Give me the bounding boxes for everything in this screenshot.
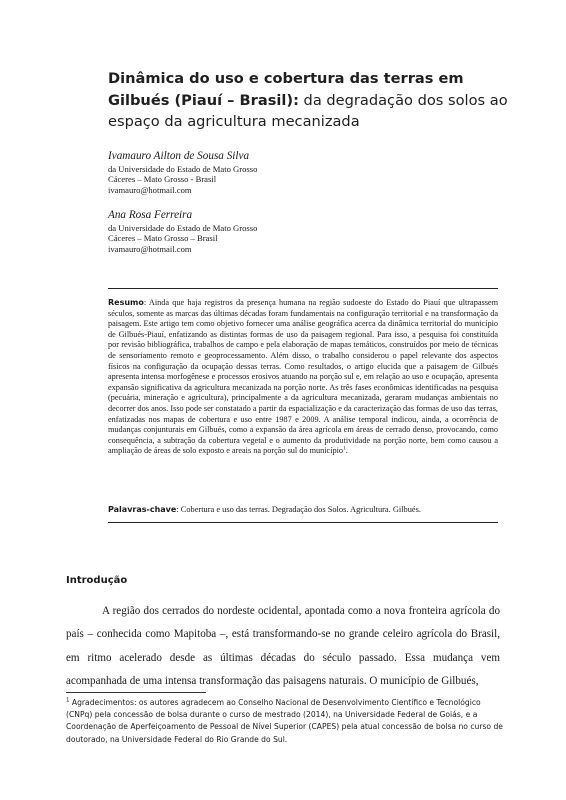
article-title [108, 68, 518, 133]
footnote-marker: 1 [343, 445, 346, 452]
author-affiliation: da Universidade do Estado de Mato Grosso [108, 222, 258, 233]
author-affiliation: da Universidade do Estado de Mato Grosso [108, 163, 258, 174]
abstract-end: . [345, 446, 348, 456]
footnote [66, 697, 508, 746]
abstract-label: Resumo [108, 298, 144, 307]
article-title-subtitle: da degradação dos solos ao espaço da agricultura mecanizada [108, 91, 508, 130]
author-name: Ivamauro Ailton de Sousa Silva [108, 150, 250, 162]
author-name: Ana Rosa Ferreira [108, 209, 193, 221]
article-title-bold: Dinâmica do uso e cobertura das terras em Gilbués (Piauí – Brasil): [108, 70, 464, 109]
keywords-label: Palavras-chave [108, 505, 177, 514]
body-paragraph: A região dos cerrados do nordeste ocidental, apontada como a nova fronteira agrícola do país – conhecida como Mapitoba –, está transformando-se no grande celeiro agrícola do Brasil, em ritmo acelerado desde as últimas décadas do século passado. Essa mudança vem acompanhada de uma intensa transformação das paisagens naturais. O município de Gilbués, [66, 605, 500, 688]
author-block-2 [108, 209, 508, 254]
author-email: ivamauro@hotmail.com [108, 184, 192, 195]
footnote-divider [66, 692, 206, 693]
footnote-text: Agradecimentos: os autores agradecem ao Conselho Nacional de Desenvolvimento Científico e Tecnológico (CNPq) pela concessão de bolsa durante o curso de mestrado (2014), na Universidade Federal de Goiás, e a Coordenação de Aperfeiçoamento de Pessoal de Nível Superior (CAPES) pela atual concessão de bolsa no curso de doutorado, na Universidade Federal do Rio Grande do Sul. [66, 698, 503, 744]
author-location: Cáceres – Mato Grosso – Brasil [108, 233, 218, 244]
keywords-text: : Cobertura e uso das terras. Degradação dos Solos. Agricultura. Gilbués. [176, 505, 421, 514]
section-heading: Introdução [66, 575, 128, 586]
abstract [108, 298, 498, 457]
author-location: Cáceres – Mato Grosso - Brasil [108, 174, 217, 185]
footnote-number: 1 [66, 697, 70, 704]
abstract-top-divider [108, 288, 498, 289]
abstract-text: : Ainda que haja registros da presença humana na região sudoeste do Estado do Piauí que ultrapassem séculos, somente as marcas das últimas décadas foram fundamentais na configuração territorial e na transformação da paisagem. Este artigo tem como objetivo fornecer uma análise geográfica acerca da dinâmica territorial do município de Gilbués-Piauí, enfatizando as distintas formas de uso da paisagem regional. Para isso, a pesquisa foi constituída por revisão bibliográfica, trabalhos de campo e pela elaboração de mapas temáticos, construídos por meio de técnicas de sensoriamento remoto e geoprocessamento. Além disso, o trabalho considerou o papel relevante dos aspectos físicos na configuração da ocupação dessas terras. Como resultados, o artigo elucida que a paisagem de Gilbués apresenta intensa morfogênese e processos erosivos atuando na porção sul e, em relação ao uso e ocupação, apresenta expansão significativa da agricultura mecanizada na porção norte. As três fases econômicas identificadas na pesquisa (pecuária, mineração e agricultura), principalmente a da agricultura mecanizada, geraram mudanças ambientais no decorrer dos anos. Isso pode ser constatado a partir da espacialização e da caracterização das formas de uso das terras, enfatizadas nos mapas de cobertura e uso entre 1987 e 2009. A análise temporal indicou, ainda, a ocorrência de mudanças conjunturais em Gilbués, como a expansão da área agrícola em áreas de cerrado denso, provocando, como consequência, a subtração da cobertura vegetal e o aumento da produtividade na porção norte, bem como causou a ampliação de áreas de solo exposto e areais na porção sul do município [108, 298, 498, 456]
author-email: ivamauro@hotmail.com [108, 243, 192, 254]
abstract-bottom-divider [108, 522, 498, 523]
author-block-1 [108, 150, 508, 195]
keywords [108, 504, 498, 515]
